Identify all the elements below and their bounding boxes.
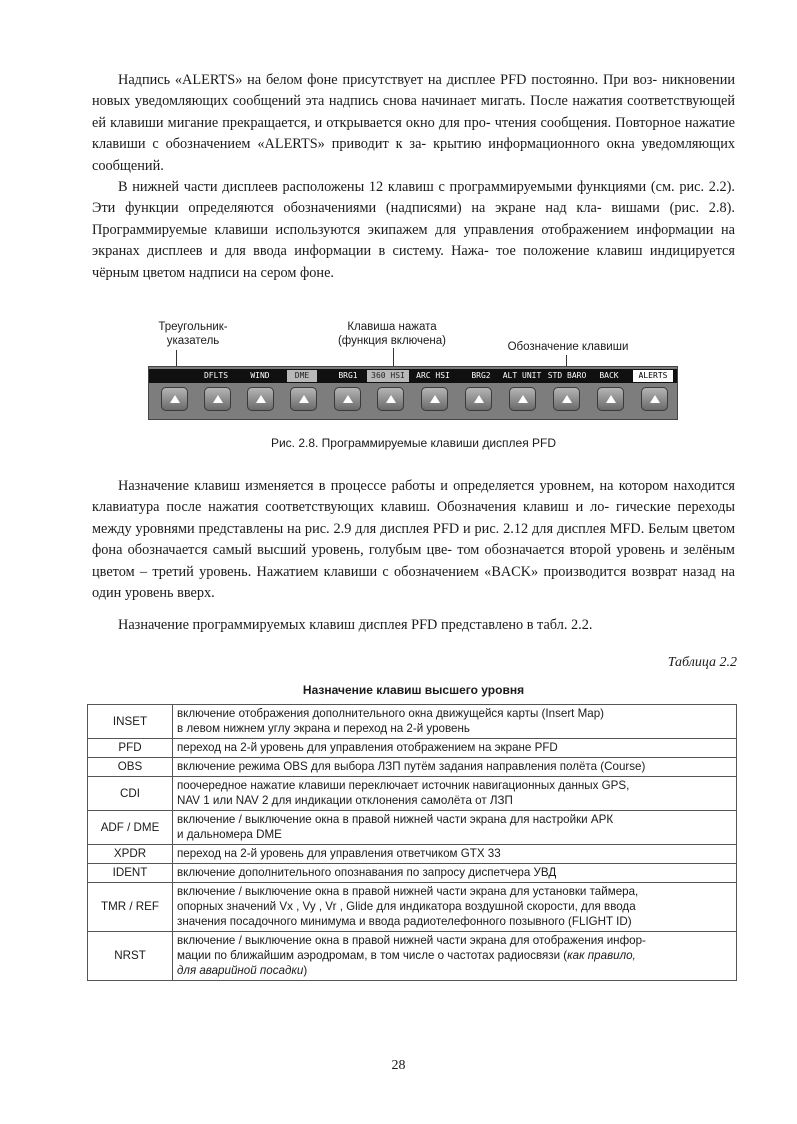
triangle-up-icon	[170, 395, 180, 403]
key-description-cell	[173, 739, 737, 758]
softkey-label: ALT UNIT	[502, 371, 542, 380]
key-description-cell	[173, 932, 737, 981]
text-line: тое положение клавиш индицируется чёрным цветом надписи на сером фоне.	[92, 243, 735, 281]
key-name-cell: PFD	[88, 739, 173, 758]
softkey-8	[465, 387, 492, 411]
softkey-bar	[148, 366, 678, 420]
table-row	[88, 932, 737, 981]
softkey-label-pressed: DME	[287, 370, 317, 382]
triangle-up-icon	[606, 395, 616, 403]
triangle-up-icon	[474, 395, 484, 403]
table-row	[88, 845, 737, 864]
table-row	[88, 777, 737, 811]
key-description-cell	[173, 845, 737, 864]
text-line: отображением информации на экранах дисплеев и для ввода информации в систему. Нажа-	[92, 221, 735, 260]
text-line: обозначением «BACK» производится возврат назад на один уровень вверх.	[92, 563, 736, 602]
key-name-cell: CDI	[88, 777, 173, 811]
description-text: включение режима OBS для выбора ЛЗП путём задания направления полёта (Course)	[177, 760, 646, 773]
key-name-cell: TMR / REF	[88, 883, 173, 932]
key-description-cell	[173, 777, 737, 811]
key-description-cell	[173, 883, 737, 932]
paragraph	[92, 70, 735, 177]
triangle-up-icon	[518, 395, 528, 403]
description-text-end: )	[303, 964, 308, 977]
triangle-up-icon	[299, 395, 309, 403]
softkey-10	[553, 387, 580, 411]
softkey-label-pressed: 360 HSI	[367, 370, 409, 382]
key-name-cell: OBS	[88, 758, 173, 777]
triangle-up-icon	[650, 395, 660, 403]
paragraph	[92, 177, 735, 284]
key-description-cell	[173, 758, 737, 777]
softkey-1	[161, 387, 188, 411]
key-description-cell	[173, 864, 737, 883]
table-number: Таблица 2.2	[667, 655, 737, 670]
table-row	[88, 883, 737, 932]
text-line: В нижней части дисплеев расположены 12 клавиш с программируемыми функциями	[118, 179, 647, 196]
softkey-label: WIND	[250, 371, 270, 380]
description-italic-text: как правило, для аварийной посадки	[177, 949, 636, 977]
text-line: для дисплея MFD. Белым цветом фона обозначается самый высший уровень, голубым цве-	[92, 520, 736, 559]
key-description-cell	[173, 811, 737, 845]
softkey-label: STD BARO	[547, 371, 587, 380]
softkey-label-strip	[149, 369, 677, 383]
table-row	[88, 758, 737, 777]
text-line: чтения сообщения. Повторное нажатие клавиши с обозначением «ALERTS» приводит к за-	[92, 114, 736, 153]
description-text: поочередное нажатие клавиши переключает источник навигационных данных GPS, NAV 1 или NAV 2 для индикации отклонения самолёта от ЛЗП	[177, 779, 630, 807]
text-line: находится клавиатура после нажатия соответствующих клавиш. Обозначения клавиш и ло-	[92, 478, 735, 516]
softkey-label: BACK	[599, 371, 619, 380]
triangle-up-icon	[430, 395, 440, 403]
softkey-4	[290, 387, 317, 411]
softkey-2	[204, 387, 231, 411]
key-name-cell: INSET	[88, 705, 173, 739]
softkey-table	[87, 704, 737, 981]
key-name-cell: ADF / DME	[88, 811, 173, 845]
triangle-up-icon	[256, 395, 266, 403]
softkey-12	[641, 387, 668, 411]
key-name-cell: XPDR	[88, 845, 173, 864]
softkey-9	[509, 387, 536, 411]
description-text: включение / выключение окна в правой нижней части экрана для установки таймера, опорных значений Vx , Vy , Vr , Glide для индикатора воздушной скорости, для ввода значения посадочного минимума и ввода радиотелефонного позывного (FLIGHT ID)	[177, 885, 639, 928]
table-row	[88, 864, 737, 883]
table-row	[88, 705, 737, 739]
figure-label-pressed: Клавиша нажата (функция включена)	[337, 321, 447, 347]
table-title: Назначение клавиш высшего уровня	[302, 683, 525, 697]
body-text-block-1	[92, 70, 735, 284]
softkey-label: ARC HSI	[416, 371, 450, 380]
text-line: никновении новых уведомляющих сообщений эта надпись снова начинает мигать. После	[92, 72, 736, 110]
key-name-cell: IDENT	[88, 864, 173, 883]
key-description-cell	[173, 705, 737, 739]
softkey-label-alerts: ALERTS	[633, 370, 673, 382]
body-text-block-3	[92, 615, 735, 636]
text-line: том обозначается второй уровень и зелёным цветом – третий уровень. Нажатием клавиши с	[92, 542, 735, 580]
text-line: Назначение клавиш изменяется в процессе работы и определяется уровнем, на котором	[118, 478, 669, 494]
description-text: включение дополнительного опознавания по запросу диспетчера УВД	[177, 866, 557, 879]
figure-label-triangle: Треугольник- указатель	[158, 321, 228, 347]
softkey-7	[421, 387, 448, 411]
text-line: гические переходы между уровнями представлены на рис. 2.9 для дисплея PFD и рис. 2.12	[92, 499, 736, 537]
page-number: 28	[391, 1058, 406, 1073]
body-text-block-2	[92, 476, 735, 604]
softkey-label: DFLTS	[203, 371, 229, 380]
paragraph	[92, 476, 735, 604]
triangle-up-icon	[343, 395, 353, 403]
triangle-up-icon	[562, 395, 572, 403]
text-line: крытию информационного окна уведомляющих сообщений.	[92, 136, 735, 174]
softkey-6	[377, 387, 404, 411]
text-line: вишами (рис. 2.8). Программируемые клавиши используются экипажем для управления	[92, 200, 735, 238]
figure-label-designation: Обозначение клавиши	[507, 341, 629, 353]
text-line: (см. рис. 2.2). Эти функции определяются обозначениями (надписями) на экране над кла-	[92, 179, 736, 217]
description-text: переход на 2-й уровень для управления ответчиком GTX 33	[177, 847, 501, 860]
description-text: включение отображения дополнительного окна движущейся карты (Insert Map) в левом нижнем углу экрана и переход на 2-й уровень	[177, 707, 605, 735]
text-line: Надпись «ALERTS» на белом фоне присутствует на дисплее PFD постоянно. При воз-	[118, 72, 658, 88]
triangle-up-icon	[213, 395, 223, 403]
softkey-3	[247, 387, 274, 411]
text-line: нажатия соответствующей ей клавиши мигание прекращается, и открывается окно для про-	[92, 93, 735, 131]
table-row	[88, 739, 737, 758]
description-text: переход на 2-й уровень для управления отображением на экране PFD	[177, 741, 558, 754]
key-name-cell: NRST	[88, 932, 173, 981]
softkey-label: BRG2	[471, 371, 491, 380]
description-text: включение / выключение окна в правой нижней части экрана для настройки АРК и дальномера DME	[177, 813, 614, 841]
description-text: включение / выключение окна в правой нижней части экрана для отображения инфор- мации по ближайшим аэродромам, в том числе о частотах радиосвязи (	[177, 934, 646, 962]
table-row	[88, 811, 737, 845]
softkey-label: BRG1	[338, 371, 358, 380]
triangle-up-icon	[386, 395, 396, 403]
softkey-11	[597, 387, 624, 411]
table-body	[88, 705, 737, 981]
softkey-5	[334, 387, 361, 411]
paragraph: Назначение программируемых клавиш дисплея PFD представлено в табл. 2.2.	[118, 617, 593, 633]
figure-caption: Рис. 2.8. Программируемые клавиши дисплея PFD	[270, 436, 557, 450]
